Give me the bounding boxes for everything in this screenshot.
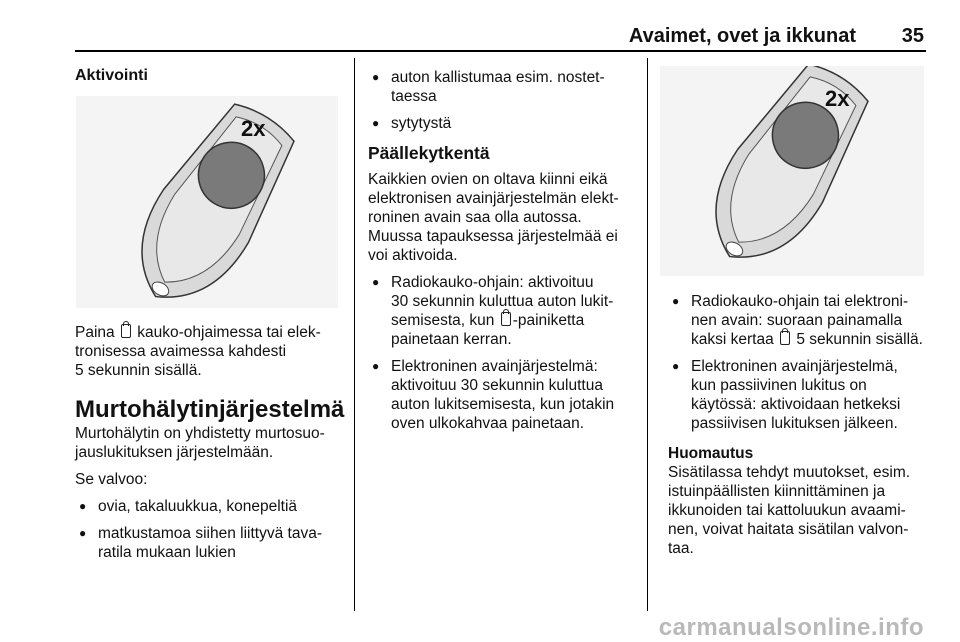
key-fob-illustration xyxy=(660,66,924,276)
bullet-radio-remote: ● Radiokauko-ohjain: aktivoituu 30 sekunnin kuluttua auton lukit- semisesta, kun -painiketta painetaan kerran. xyxy=(368,273,643,349)
left-column xyxy=(75,66,347,85)
column-divider-1 xyxy=(354,58,355,611)
left-column-text xyxy=(75,323,350,562)
press-twice-label: 2x xyxy=(241,116,266,141)
watermark: carmanualsonline.info xyxy=(658,614,924,641)
column-divider-2 xyxy=(647,58,648,611)
bullet-electronic-key: ● Elektroninen avainjärjestelmä: aktivoituu 30 sekunnin kuluttua auton lukitsemisesta, kun jotakin oven ulkokahvaa painetaan. xyxy=(368,357,643,433)
activation-paragraph: Kaikkien ovien on oltava kiinni eikä elektronisen avainjärjestelmän elekt- roninen avain saa olla autossa. Muussa tapauksessa järjestelmää ei voi aktivoida. xyxy=(368,171,619,264)
page-number: 35 xyxy=(901,25,924,47)
bullet-cabin: ● matkustamoa siihen liittyvä tava- ratila mukaan lukien xyxy=(75,524,350,562)
middle-column xyxy=(368,68,643,433)
bullet-doors: ● ovia, takaluukkua, konepeltiä xyxy=(75,497,350,516)
lock-icon xyxy=(780,331,790,345)
note-title: Huomautus xyxy=(668,445,754,462)
key-fob-figure-right xyxy=(660,66,924,276)
heading-paallekytkenta: Päällekytkentä xyxy=(368,143,490,163)
monitors-label: Se valvoo: xyxy=(75,471,148,488)
lock-icon xyxy=(121,324,131,338)
bullet-ignition: ● sytytystä xyxy=(368,114,643,133)
heading-murtohalytin: Murtohälytinjärjestelmä xyxy=(75,396,345,423)
instruction-paragraph: Paina kauko-ohjaimessa tai elek- tronisessa avaimessa kahdesti 5 sekunnin sisällä. xyxy=(75,324,321,379)
right-column xyxy=(668,292,930,558)
key-fob-illustration xyxy=(76,96,338,308)
page-header xyxy=(75,22,926,52)
lock-icon xyxy=(501,312,511,326)
note-paragraph: Sisätilassa tehdyt muutokset, esim. istuinpäällisten kiinnittäminen ja ikkunoiden tai kattoluukun avaami- nen, voivat haitata sisätilan valvon- taa. xyxy=(668,464,911,557)
key-fob-figure-left xyxy=(76,96,338,308)
chapter-title: Avaimet, ovet ja ikkunat xyxy=(628,25,856,47)
bullet-tilt: ● auton kallistumaa esim. nostet- taessa xyxy=(368,68,643,106)
bullet-passive-locking: ● Elektroninen avainjärjestelmä, kun passiivinen lukitus on käytössä: aktivoidaan hetkeksi passiivisen lukituksen jälkeen. xyxy=(668,357,930,433)
bullet-radio-or-key: ● Radiokauko-ohjain tai elektroni- nen avain: suoraan painamalla kaksi kertaa 5 sekunnin sisällä. xyxy=(668,292,930,349)
heading-aktivointi: Aktivointi xyxy=(75,67,148,84)
press-twice-label: 2x xyxy=(825,86,850,111)
alarm-paragraph: Murtohälytin on yhdistetty murtosuo- jauslukituksen järjestelmään. xyxy=(75,425,325,461)
